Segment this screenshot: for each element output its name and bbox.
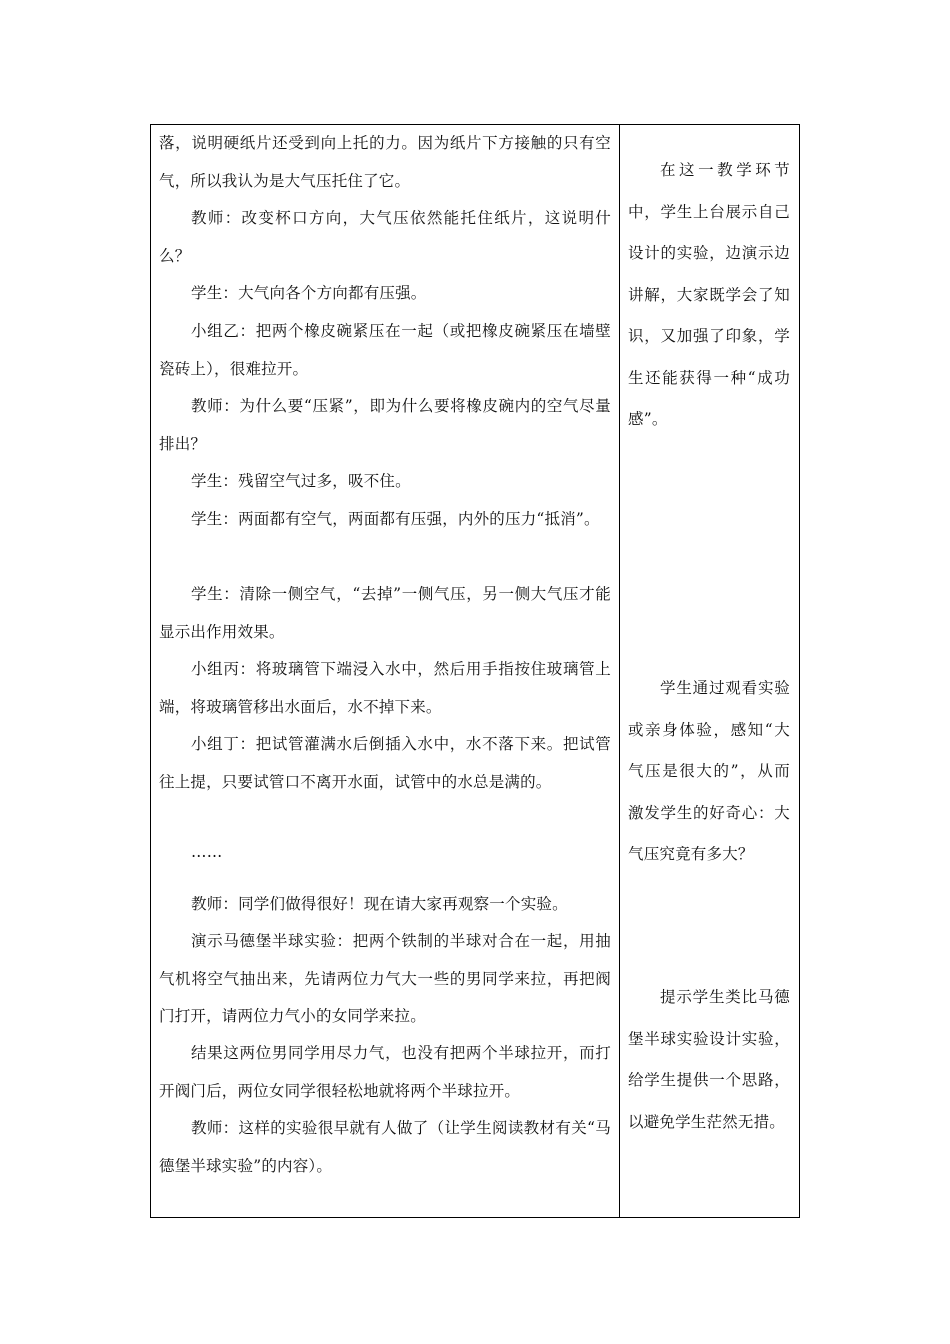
paragraph: 学生：两面都有空气，两面都有压强，内外的压力“抵消”。 (191, 510, 600, 528)
paragraph: 教师：同学们做得很好！现在请大家再观察一个实验。 (191, 895, 568, 913)
paragraph: 学生：清除一侧空气，“去掉”一侧气压，另一侧大气压才能显示出作用效果。 (159, 585, 611, 641)
paragraph: 小组丁：把试管灌满水后倒插入水中，水不落下来。把试管往上提，只要试管口不离开水面，试管中的水总是满的。 (159, 735, 611, 791)
paragraph: 教师：改变杯口方向，大气压依然能托住纸片，这说明什么？ (159, 209, 611, 265)
paragraph: 结果这两位男同学用尽力气，也没有把两个半球拉开，而打开阀门后，两位女同学很轻松地就将两个半球拉开。 (159, 1044, 611, 1100)
design-notes-column (620, 125, 800, 1217)
paragraph: 落，说明硬纸片还受到向上托的力。因为纸片下方接触的只有空气，所以我认为是大气压托住了它。 (159, 134, 611, 190)
design-note: 提示学生类比马德堡半球实验设计实验，给学生提供一个思路，以避免学生茫然无措。 (628, 988, 790, 1131)
ellipsis: …… (191, 843, 223, 861)
design-note: 学生通过观看实验或亲身体验，感知“大气压是很大的”，从而激发学生的好奇心：大气压究竟有多大？ (628, 679, 790, 863)
design-note: 在这一教学环节中，学生上台展示自己设计的实验，边演示边讲解，大家既学会了知识，又加强了印象，学生还能获得一种“成功感”。 (628, 161, 790, 428)
paragraph: 演示马德堡半球实验：把两个铁制的半球对合在一起，用抽气机将空气抽出来，先请两位力气大一些的男同学来拉，再把阀门打开，请两位力气小的女同学来拉。 (159, 932, 611, 1025)
paragraph: 教师：为什么要“压紧”，即为什么要将橡皮碗内的空气尽量排出？ (159, 397, 611, 453)
paragraph: 小组丙：将玻璃管下端浸入水中，然后用手指按住玻璃管上端，将玻璃管移出水面后，水不掉下来。 (159, 660, 611, 716)
paragraph: 学生：大气向各个方向都有压强。 (191, 284, 427, 302)
paragraph: 教师：这样的实验很早就有人做了（让学生阅读教材有关“马德堡半球实验”的内容）。 (159, 1119, 611, 1175)
paragraph: 小组乙：把两个橡皮碗紧压在一起（或把橡皮碗紧压在墙壁瓷砖上），很难拉开。 (159, 322, 611, 378)
paragraph: 学生：残留空气过多，吸不住。 (191, 472, 411, 490)
lesson-table (150, 124, 800, 1218)
